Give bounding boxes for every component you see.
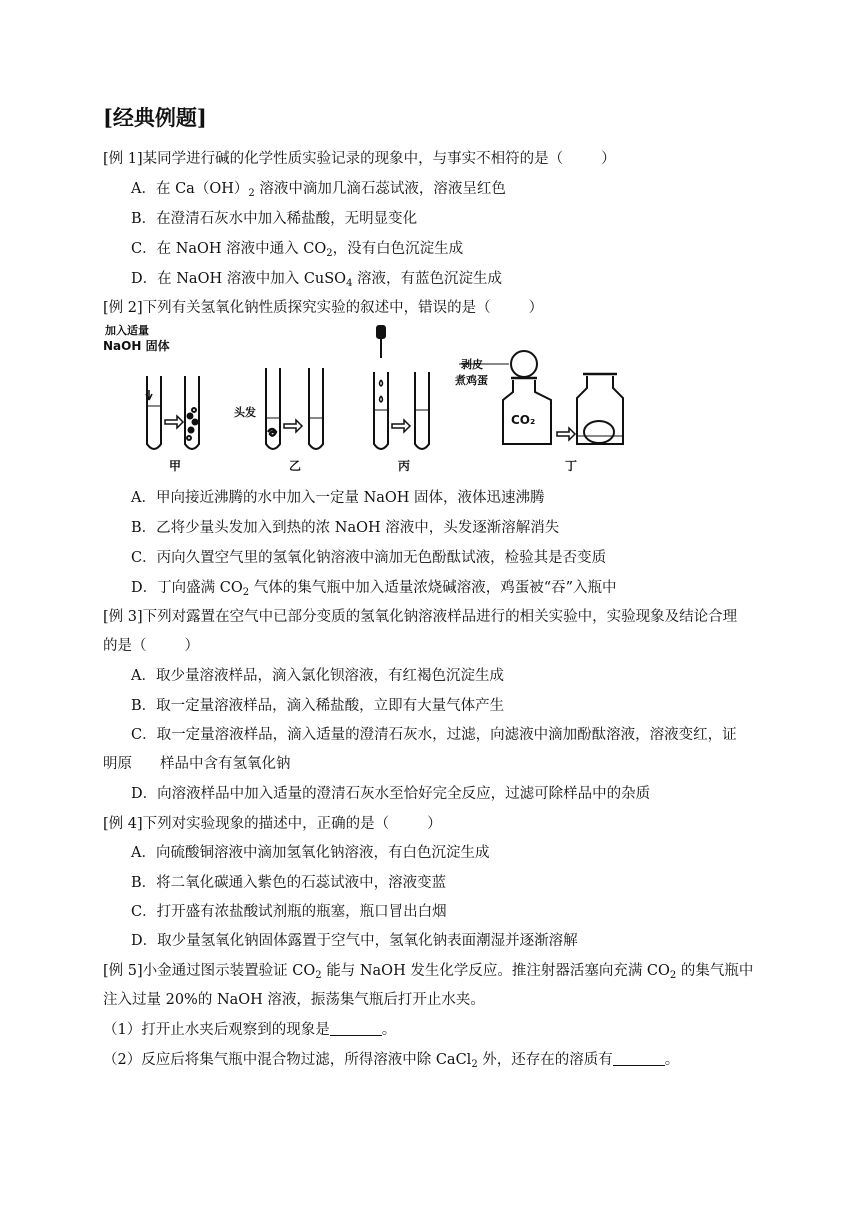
q4-option-c: C．打开盛有浓盐酸试剂瓶的瓶塞，瓶口冒出白烟 (131, 904, 447, 920)
q5-stem-line1: [例 5]小金通过图示装置验证 $CO_2$ 能与 NaOH 发生化学反应。推注射器活塞向充满 $CO_2$ 的集气瓶中 (103, 963, 754, 981)
hair-icon (268, 429, 276, 436)
caption-ding: 丁 (565, 459, 578, 473)
q2-option-d: D．丁向盛满 $CO_2$ 气体的集气瓶中加入适量浓烧碱溶液，鸡蛋被“吞”入瓶中 (131, 580, 617, 598)
label-naoh-solid: NaOH 固体 (103, 339, 170, 353)
gas-jar-icon (503, 380, 551, 444)
section-title: [经典例题] (103, 105, 207, 130)
q2-option-a: A．甲向接近沸腾的水中加入一定量 NaOH 固体，液体迅速沸腾 (131, 490, 545, 506)
q3-option-c-line2: 明原 样品中含有氢氧化钠 (103, 756, 291, 772)
experiment-figure (103, 320, 663, 480)
label-egg-1: 剥皮 (461, 358, 483, 371)
q5-subquestion-2: （2）反应后将集气瓶中混合物过滤，所得溶液中除 CaCl$_2$ 外，还存在的溶质有 。 (103, 1052, 680, 1070)
caption-yi: 乙 (289, 459, 302, 473)
arrow-right-icon (284, 420, 302, 432)
q5-subquestion-1: （1）打开止水夹后观察到的现象是 。 (103, 1022, 397, 1038)
q3-stem-line1: [例 3]下列对露置在空气中已部分变质的氢氧化钠溶液样品进行的相关实验中，实验现象及结论合理 (103, 609, 738, 625)
q3-option-c-line1: C．取一定量溶液样品，滴入适量的澄清石灰水，过滤，向滤液中滴加酚酞溶液，溶液变红，证 (131, 727, 737, 743)
q5-stem-line2: 注入过量 20%的 NaOH 溶液，振荡集气瓶后打开止水夹。 (103, 992, 485, 1008)
q2-option-c: C．丙向久置空气里的氢氧化钠溶液中滴加无色酚酞试液，检验其是否变质 (131, 550, 607, 566)
q4-stem: [例 4]下列对实验现象的描述中，正确的是（ ） (103, 816, 442, 832)
q1-stem: [例 1]某同学进行碱的化学性质实验记录的现象中，与事实不相符的是（ ） (103, 151, 616, 167)
q2-stem: [例 2]下列有关氢氧化钠性质探究实验的叙述中，错误的是（ ） (103, 300, 544, 316)
test-tube-icon (147, 376, 161, 449)
arrow-right-icon (392, 420, 410, 432)
q1-option-a: A．在 $Ca(OH)_2$ 溶液中滴加几滴石蕊试液，溶液呈红色 (131, 181, 506, 199)
q2-option-b: B．乙将少量头发加入到热的浓 NaOH 溶液中，头发逐渐溶解消失 (131, 520, 560, 536)
label-hair: 头发 (234, 406, 256, 419)
label-egg-2: 煮鸡蛋 (455, 374, 488, 387)
q1-option-b: B．在澄清石灰水中加入稀盐酸，无明显变化 (131, 211, 418, 227)
q4-option-d: D．取少量氢氧化钠固体露置于空气中，氢氧化钠表面潮湿并逐渐溶解 (131, 933, 578, 949)
label-co2: CO₂ (511, 413, 536, 427)
figure-yi (266, 368, 323, 449)
caption-bing: 丙 (398, 459, 411, 473)
q3-stem-line2: 的是（ ） (103, 638, 199, 654)
egg-icon (511, 351, 537, 377)
q4-option-a: A．向硫酸铜溶液中滴加氢氧化钠溶液，有白色沉淀生成 (131, 845, 490, 861)
dropper-bulb-icon (377, 326, 385, 338)
figure-bing (374, 326, 429, 449)
droplet-icon (380, 380, 383, 386)
test-tube-icon (309, 368, 323, 449)
test-tube-icon (266, 368, 280, 449)
figure-jia (146, 376, 199, 449)
q1-option-d: D．在 NaOH 溶液中加入 CuSO$_4$ 溶液，有蓝色沉淀生成 (131, 271, 503, 289)
arrow-right-icon (557, 428, 575, 440)
label-add: 加入适量 (105, 324, 149, 337)
answer-blank[interactable] (613, 1051, 665, 1066)
q3-option-a: A．取少量溶液样品，滴入氯化钡溶液，有红褐色沉淀生成 (131, 668, 504, 684)
answer-blank[interactable] (330, 1021, 382, 1036)
q3-option-d: D．向溶液样品中加入适量的澄清石灰水至恰好完全反应，过滤可除样品中的杂质 (131, 786, 651, 802)
arrow-right-icon (165, 416, 183, 428)
droplet-icon (380, 396, 383, 402)
q4-option-b: B．将二氧化碳通入紫色的石蕊试液中，溶液变蓝 (131, 875, 447, 891)
figure-ding (459, 351, 623, 444)
q1-option-c: C．在 NaOH 溶液中通入 $CO_2$，没有白色沉淀生成 (131, 241, 464, 259)
egg-icon (584, 421, 614, 443)
caption-jia: 甲 (169, 459, 182, 473)
q3-option-b: B．取一定量溶液样品，滴入稀盐酸，立即有大量气体产生 (131, 698, 505, 714)
